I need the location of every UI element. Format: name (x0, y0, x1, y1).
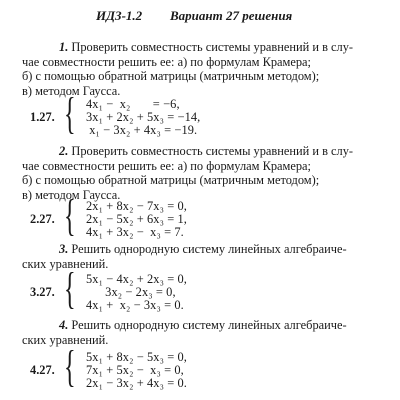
system-2-eq3: 4x₁ + 3x₂ − x₃ = 7. (86, 225, 184, 239)
task-2-line1: Проверить совместность системы уравнений и в слу- (68, 144, 354, 158)
task-1-line3: б) с помощью обратной матрицы (матричным методом); (22, 69, 320, 84)
system-4-eq3: 2x₁ − 3x₂ + 4x₃ = 0. (86, 376, 187, 390)
task-1-line2: чае совместности решить ее: а) по формулам Крамера; (22, 54, 312, 69)
task-4-line2: ских уравнений. (22, 332, 109, 347)
system-4-eq1: 5x₁ + 8x₂ − 5x₃ = 0, (86, 350, 187, 364)
system-2-eq2: 2x₁ − 5x₂ + 6x₃ = 1, (86, 212, 187, 226)
system-3-brace: { (64, 264, 76, 313)
system-1-brace: { (64, 89, 76, 138)
variant-title: Вариант 27 решения (170, 8, 293, 23)
system-3-label: 3.27. (30, 285, 55, 299)
assignment-code: ИДЗ-1.2 (96, 8, 143, 23)
system-2-brace: { (64, 191, 76, 240)
system-4 (30, 342, 280, 395)
task-3-text (22, 242, 392, 271)
system-3 (30, 264, 280, 317)
task-1-line4: в) методом Гаусса. (22, 83, 121, 98)
system-1-label: 1.27. (30, 110, 55, 124)
task-2-line2: чае совместности решить ее: а) по формулам Крамера; (22, 158, 312, 173)
task-2-line4: в) методом Гаусса. (22, 187, 121, 202)
system-2-eq1: 2x₁ + 8x₂ − 7x₃ = 0, (86, 199, 187, 213)
system-1-eq1: 4x₁ − x₂ = −6, (86, 97, 180, 111)
task-3-line1: Решить однородную систему линейных алгебраиче- (68, 242, 347, 256)
task-2-number: 2. (59, 144, 69, 158)
task-3-number: 3. (59, 242, 69, 256)
system-4-eq2: 7x₁ + 5x₂ − x₃ = 0, (86, 363, 184, 377)
task-3-line2: ских уравнений. (22, 256, 109, 271)
task-1-line1: Проверить совместность системы уравнений и в слу- (68, 40, 354, 54)
system-3-eq2: 3x₂ − 2x₃ = 0, (86, 285, 176, 299)
task-2-line3: б) с помощью обратной матрицы (матричным методом); (22, 173, 320, 188)
system-2-label: 2.27. (30, 212, 55, 226)
task-4-number: 4. (59, 318, 69, 332)
task-1-text (22, 40, 392, 98)
page-header (0, 8, 400, 24)
system-1-eq3: x₁ − 3x₂ + 4x₃ = −19. (86, 123, 198, 137)
system-3-eq1: 5x₁ − 4x₂ + 2x₃ = 0, (86, 272, 187, 286)
system-1-eq2: 3x₁ + 2x₂ + 5x₃ = −14, (86, 110, 201, 124)
task-2-text (22, 144, 392, 202)
task-1-number: 1. (59, 40, 69, 54)
system-4-brace: { (64, 342, 76, 391)
task-4-text (22, 318, 392, 347)
system-4-label: 4.27. (30, 363, 55, 377)
task-4-line1: Решить однородную систему линейных алгебраиче- (68, 318, 347, 332)
system-3-eq3: 4x₁ + x₂ − 3x₃ = 0. (86, 298, 184, 312)
